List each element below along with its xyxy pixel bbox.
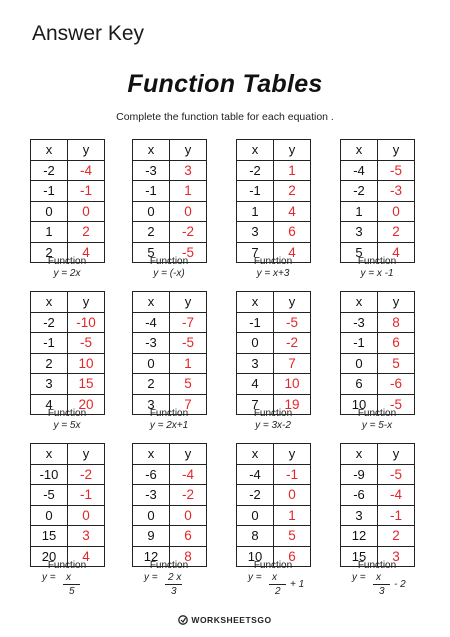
x-value-cell: -1 — [237, 312, 274, 333]
function-label: Function — [357, 408, 397, 419]
answer-key-label: Answer Key — [32, 22, 145, 45]
y-column-header: y — [378, 292, 415, 313]
y-column-header: y — [68, 140, 105, 161]
table-row — [237, 201, 311, 222]
y-answer-cell: 15 — [68, 374, 105, 395]
table-row — [31, 160, 105, 181]
x-value-cell: -3 — [133, 160, 170, 181]
table-row — [133, 485, 207, 506]
x-value-cell: 4 — [237, 374, 274, 395]
x-column-header: x — [341, 140, 378, 161]
y-answer-cell: 3 — [170, 160, 207, 181]
x-value-cell: 3 — [237, 222, 274, 243]
x-column-header: x — [341, 444, 378, 465]
x-value-cell: -2 — [31, 312, 68, 333]
y-answer-cell: 8 — [170, 546, 207, 567]
y-answer-cell: 4 — [378, 242, 415, 263]
x-column-header: x — [31, 292, 68, 313]
table-row — [341, 526, 415, 547]
x-value-cell: -6 — [341, 485, 378, 506]
equation-constant: + 1 — [290, 579, 305, 590]
x-value-cell: 2 — [133, 374, 170, 395]
x-value-cell: 9 — [133, 526, 170, 547]
x-value-cell: -2 — [31, 160, 68, 181]
y-answer-cell: 4 — [68, 242, 105, 263]
y-answer-cell: 6 — [274, 222, 311, 243]
table-header-row — [237, 140, 311, 161]
table-row — [341, 160, 415, 181]
table-header-row — [341, 292, 415, 313]
equation-constant: - 2 — [394, 579, 406, 590]
function-label: Function — [47, 408, 87, 419]
table-row — [31, 464, 105, 485]
table-row — [341, 312, 415, 333]
table-row — [341, 485, 415, 506]
brand-name: WORKSHEETSGO — [191, 615, 272, 625]
table-header-row — [133, 444, 207, 465]
y-answer-cell: 0 — [170, 201, 207, 222]
table-row — [237, 485, 311, 506]
table-row — [31, 374, 105, 395]
x-column-header: x — [31, 140, 68, 161]
x-value-cell: 5 — [341, 242, 378, 263]
y-answer-cell: -6 — [378, 374, 415, 395]
function-table — [340, 443, 415, 567]
y-column-header: y — [274, 140, 311, 161]
y-answer-cell: -4 — [378, 485, 415, 506]
x-value-cell: 0 — [31, 505, 68, 526]
function-label: Function — [149, 256, 189, 267]
x-column-header: x — [31, 444, 68, 465]
table-row — [237, 353, 311, 374]
y-answer-cell: -5 — [378, 464, 415, 485]
table-row — [133, 181, 207, 202]
function-equation: y = (-x) — [153, 268, 185, 279]
x-column-header: x — [133, 444, 170, 465]
x-value-cell: -1 — [31, 333, 68, 354]
table-row — [133, 464, 207, 485]
y-column-header: y — [170, 444, 207, 465]
function-table — [132, 291, 207, 415]
function-equation: y = 5-x — [361, 420, 393, 431]
table-row — [31, 201, 105, 222]
function-table — [340, 139, 415, 263]
equation-lhs: y = — [352, 572, 366, 583]
x-value-cell: -2 — [237, 160, 274, 181]
y-answer-cell: 0 — [170, 505, 207, 526]
function-label: Function — [47, 256, 87, 267]
y-column-header: y — [378, 444, 415, 465]
table-row — [341, 201, 415, 222]
y-answer-cell: 1 — [274, 160, 311, 181]
x-value-cell: 6 — [341, 374, 378, 395]
y-answer-cell: -1 — [274, 464, 311, 485]
equation-lhs: y = — [144, 572, 158, 583]
table-row — [133, 333, 207, 354]
x-value-cell: 8 — [237, 526, 274, 547]
table-row — [133, 201, 207, 222]
y-answer-cell: -2 — [68, 464, 105, 485]
table-header-row — [31, 292, 105, 313]
y-answer-cell: 4 — [274, 201, 311, 222]
table-row — [341, 464, 415, 485]
y-column-header: y — [68, 292, 105, 313]
x-column-header: x — [237, 140, 274, 161]
function-label: Function — [357, 560, 397, 571]
y-column-header: y — [68, 444, 105, 465]
x-value-cell: 20 — [31, 546, 68, 567]
x-value-cell: -9 — [341, 464, 378, 485]
x-value-cell: 0 — [341, 353, 378, 374]
x-value-cell: -4 — [237, 464, 274, 485]
table-header-row — [341, 140, 415, 161]
y-answer-cell: 0 — [378, 201, 415, 222]
table-row — [31, 526, 105, 547]
function-table — [340, 291, 415, 415]
y-answer-cell: -5 — [378, 394, 415, 415]
x-value-cell: 12 — [341, 526, 378, 547]
y-answer-cell: 5 — [274, 526, 311, 547]
worksheetsgo-logo — [178, 615, 271, 625]
y-answer-cell: -7 — [170, 312, 207, 333]
table-header-row — [133, 292, 207, 313]
fraction-bar — [165, 584, 182, 585]
function-equation: y = 3x-2 — [255, 420, 291, 431]
logo-icon — [178, 615, 188, 625]
x-value-cell: 0 — [237, 333, 274, 354]
x-value-cell: 3 — [237, 353, 274, 374]
fraction-bar — [373, 584, 390, 585]
fraction-denominator: 2 — [275, 586, 281, 597]
y-answer-cell: 6 — [274, 546, 311, 567]
x-column-header: x — [133, 292, 170, 313]
x-value-cell: 0 — [237, 505, 274, 526]
y-answer-cell: 1 — [274, 505, 311, 526]
x-value-cell: -2 — [341, 181, 378, 202]
x-value-cell: -1 — [237, 181, 274, 202]
x-value-cell: -3 — [341, 312, 378, 333]
x-value-cell: -1 — [31, 181, 68, 202]
table-row — [341, 505, 415, 526]
table-header-row — [341, 444, 415, 465]
function-label: Function — [149, 560, 189, 571]
fraction-bar — [269, 584, 286, 585]
y-answer-cell: 2 — [378, 222, 415, 243]
y-answer-cell: 8 — [378, 312, 415, 333]
y-column-header: y — [274, 444, 311, 465]
y-answer-cell: 2 — [274, 181, 311, 202]
y-answer-cell: 0 — [68, 201, 105, 222]
table-header-row — [31, 444, 105, 465]
table-row — [341, 333, 415, 354]
y-answer-cell: 3 — [68, 526, 105, 547]
y-answer-cell: 4 — [274, 242, 311, 263]
x-value-cell: -1 — [341, 333, 378, 354]
table-row — [31, 505, 105, 526]
y-answer-cell: 5 — [170, 374, 207, 395]
table-row — [133, 353, 207, 374]
x-value-cell: 0 — [31, 201, 68, 222]
y-answer-cell: -2 — [274, 333, 311, 354]
function-table — [30, 139, 105, 263]
table-header-row — [31, 140, 105, 161]
table-row — [237, 222, 311, 243]
y-column-header: y — [378, 140, 415, 161]
x-value-cell: 4 — [31, 394, 68, 415]
table-row — [133, 160, 207, 181]
table-row — [133, 374, 207, 395]
x-value-cell: -4 — [341, 160, 378, 181]
table-header-row — [237, 292, 311, 313]
y-answer-cell: 6 — [378, 333, 415, 354]
y-answer-cell: -5 — [170, 333, 207, 354]
table-header-row — [237, 444, 311, 465]
x-value-cell: 3 — [341, 505, 378, 526]
instructions: Complete the function table for each equation . — [116, 111, 334, 123]
x-value-cell: 7 — [237, 394, 274, 415]
function-label: Function — [47, 560, 87, 571]
x-value-cell: -2 — [237, 485, 274, 506]
y-answer-cell: 2 — [68, 222, 105, 243]
function-label: Function — [253, 560, 293, 571]
y-answer-cell: 4 — [68, 546, 105, 567]
y-answer-cell: 5 — [378, 353, 415, 374]
fraction-bar — [63, 584, 80, 585]
table-row — [341, 222, 415, 243]
y-answer-cell: -10 — [68, 312, 105, 333]
y-answer-cell: 6 — [170, 526, 207, 547]
fraction-numerator: x — [376, 572, 381, 583]
function-table — [30, 291, 105, 415]
x-value-cell: 1 — [31, 222, 68, 243]
worksheet-title: Function Tables — [127, 70, 323, 98]
y-column-header: y — [170, 140, 207, 161]
function-label: Function — [253, 256, 293, 267]
function-equation: y = x+3 — [256, 268, 290, 279]
x-value-cell: 7 — [237, 242, 274, 263]
function-label: Function — [149, 408, 189, 419]
fraction-numerator: x — [272, 572, 277, 583]
table-row — [237, 333, 311, 354]
x-value-cell: 10 — [341, 394, 378, 415]
y-answer-cell: -1 — [68, 181, 105, 202]
function-table — [236, 291, 311, 415]
y-answer-cell: -5 — [274, 312, 311, 333]
table-row — [237, 181, 311, 202]
table-row — [133, 312, 207, 333]
x-value-cell: 2 — [31, 242, 68, 263]
x-column-header: x — [237, 292, 274, 313]
y-column-header: y — [170, 292, 207, 313]
y-answer-cell: 20 — [68, 394, 105, 415]
equation-lhs: y = — [248, 572, 262, 583]
table-row — [237, 374, 311, 395]
x-value-cell: 15 — [31, 526, 68, 547]
x-value-cell: 2 — [31, 353, 68, 374]
y-answer-cell: -1 — [68, 485, 105, 506]
table-row — [341, 374, 415, 395]
y-answer-cell: 3 — [378, 546, 415, 567]
table-row — [133, 526, 207, 547]
function-equation: y = 5x — [53, 420, 81, 431]
function-equation: y = x -1 — [360, 268, 394, 279]
x-value-cell: 0 — [133, 353, 170, 374]
x-value-cell: 1 — [341, 201, 378, 222]
x-value-cell: -1 — [133, 181, 170, 202]
x-value-cell: 0 — [133, 201, 170, 222]
y-answer-cell: 7 — [274, 353, 311, 374]
table-row — [133, 505, 207, 526]
y-answer-cell: 19 — [274, 394, 311, 415]
y-answer-cell: -2 — [170, 485, 207, 506]
x-value-cell: -6 — [133, 464, 170, 485]
y-answer-cell: 1 — [170, 181, 207, 202]
table-row — [31, 222, 105, 243]
table-row — [133, 222, 207, 243]
function-table — [236, 139, 311, 263]
fraction-numerator: 2 x — [168, 572, 182, 583]
y-answer-cell: -5 — [170, 242, 207, 263]
equation-lhs: y = — [42, 572, 56, 583]
function-table — [236, 443, 311, 567]
table-row — [237, 505, 311, 526]
table-row — [237, 160, 311, 181]
x-value-cell: 10 — [237, 546, 274, 567]
x-value-cell: -4 — [133, 312, 170, 333]
x-value-cell: 3 — [31, 374, 68, 395]
x-column-header: x — [237, 444, 274, 465]
table-header-row — [133, 140, 207, 161]
fraction-denominator: 5 — [69, 586, 75, 597]
function-table — [132, 139, 207, 263]
x-value-cell: 2 — [133, 222, 170, 243]
x-column-header: x — [341, 292, 378, 313]
y-answer-cell: 0 — [274, 485, 311, 506]
y-answer-cell: -5 — [378, 160, 415, 181]
function-equation: y = 2x — [53, 268, 81, 279]
x-column-header: x — [133, 140, 170, 161]
y-answer-cell: -4 — [170, 464, 207, 485]
y-answer-cell: -5 — [68, 333, 105, 354]
function-equation: y = 2x+1 — [149, 420, 189, 431]
y-column-header: y — [274, 292, 311, 313]
function-table — [30, 443, 105, 567]
x-value-cell: -3 — [133, 485, 170, 506]
y-answer-cell: 1 — [170, 353, 207, 374]
fraction-denominator: 3 — [379, 586, 385, 597]
x-value-cell: 15 — [341, 546, 378, 567]
table-row — [31, 312, 105, 333]
table-row — [341, 353, 415, 374]
x-value-cell: 3 — [341, 222, 378, 243]
table-row — [237, 312, 311, 333]
table-row — [237, 526, 311, 547]
table-row — [31, 485, 105, 506]
x-value-cell: 12 — [133, 546, 170, 567]
x-value-cell: -10 — [31, 464, 68, 485]
y-answer-cell: 10 — [68, 353, 105, 374]
table-row — [31, 181, 105, 202]
function-table — [132, 443, 207, 567]
table-row — [237, 464, 311, 485]
x-value-cell: 0 — [133, 505, 170, 526]
table-row — [31, 333, 105, 354]
x-value-cell: 3 — [133, 394, 170, 415]
x-value-cell: -5 — [31, 485, 68, 506]
y-answer-cell: 2 — [378, 526, 415, 547]
function-label: Function — [357, 256, 397, 267]
y-answer-cell: -2 — [170, 222, 207, 243]
y-answer-cell: -3 — [378, 181, 415, 202]
x-value-cell: -3 — [133, 333, 170, 354]
y-answer-cell: -4 — [68, 160, 105, 181]
y-answer-cell: 10 — [274, 374, 311, 395]
y-answer-cell: -1 — [378, 505, 415, 526]
footer — [0, 612, 450, 630]
x-value-cell: 5 — [133, 242, 170, 263]
fraction-numerator: x — [66, 572, 71, 583]
fraction-denominator: 3 — [171, 586, 177, 597]
table-row — [31, 353, 105, 374]
function-label: Function — [253, 408, 293, 419]
y-answer-cell: 0 — [68, 505, 105, 526]
y-answer-cell: 7 — [170, 394, 207, 415]
x-value-cell: 1 — [237, 201, 274, 222]
table-row — [341, 181, 415, 202]
